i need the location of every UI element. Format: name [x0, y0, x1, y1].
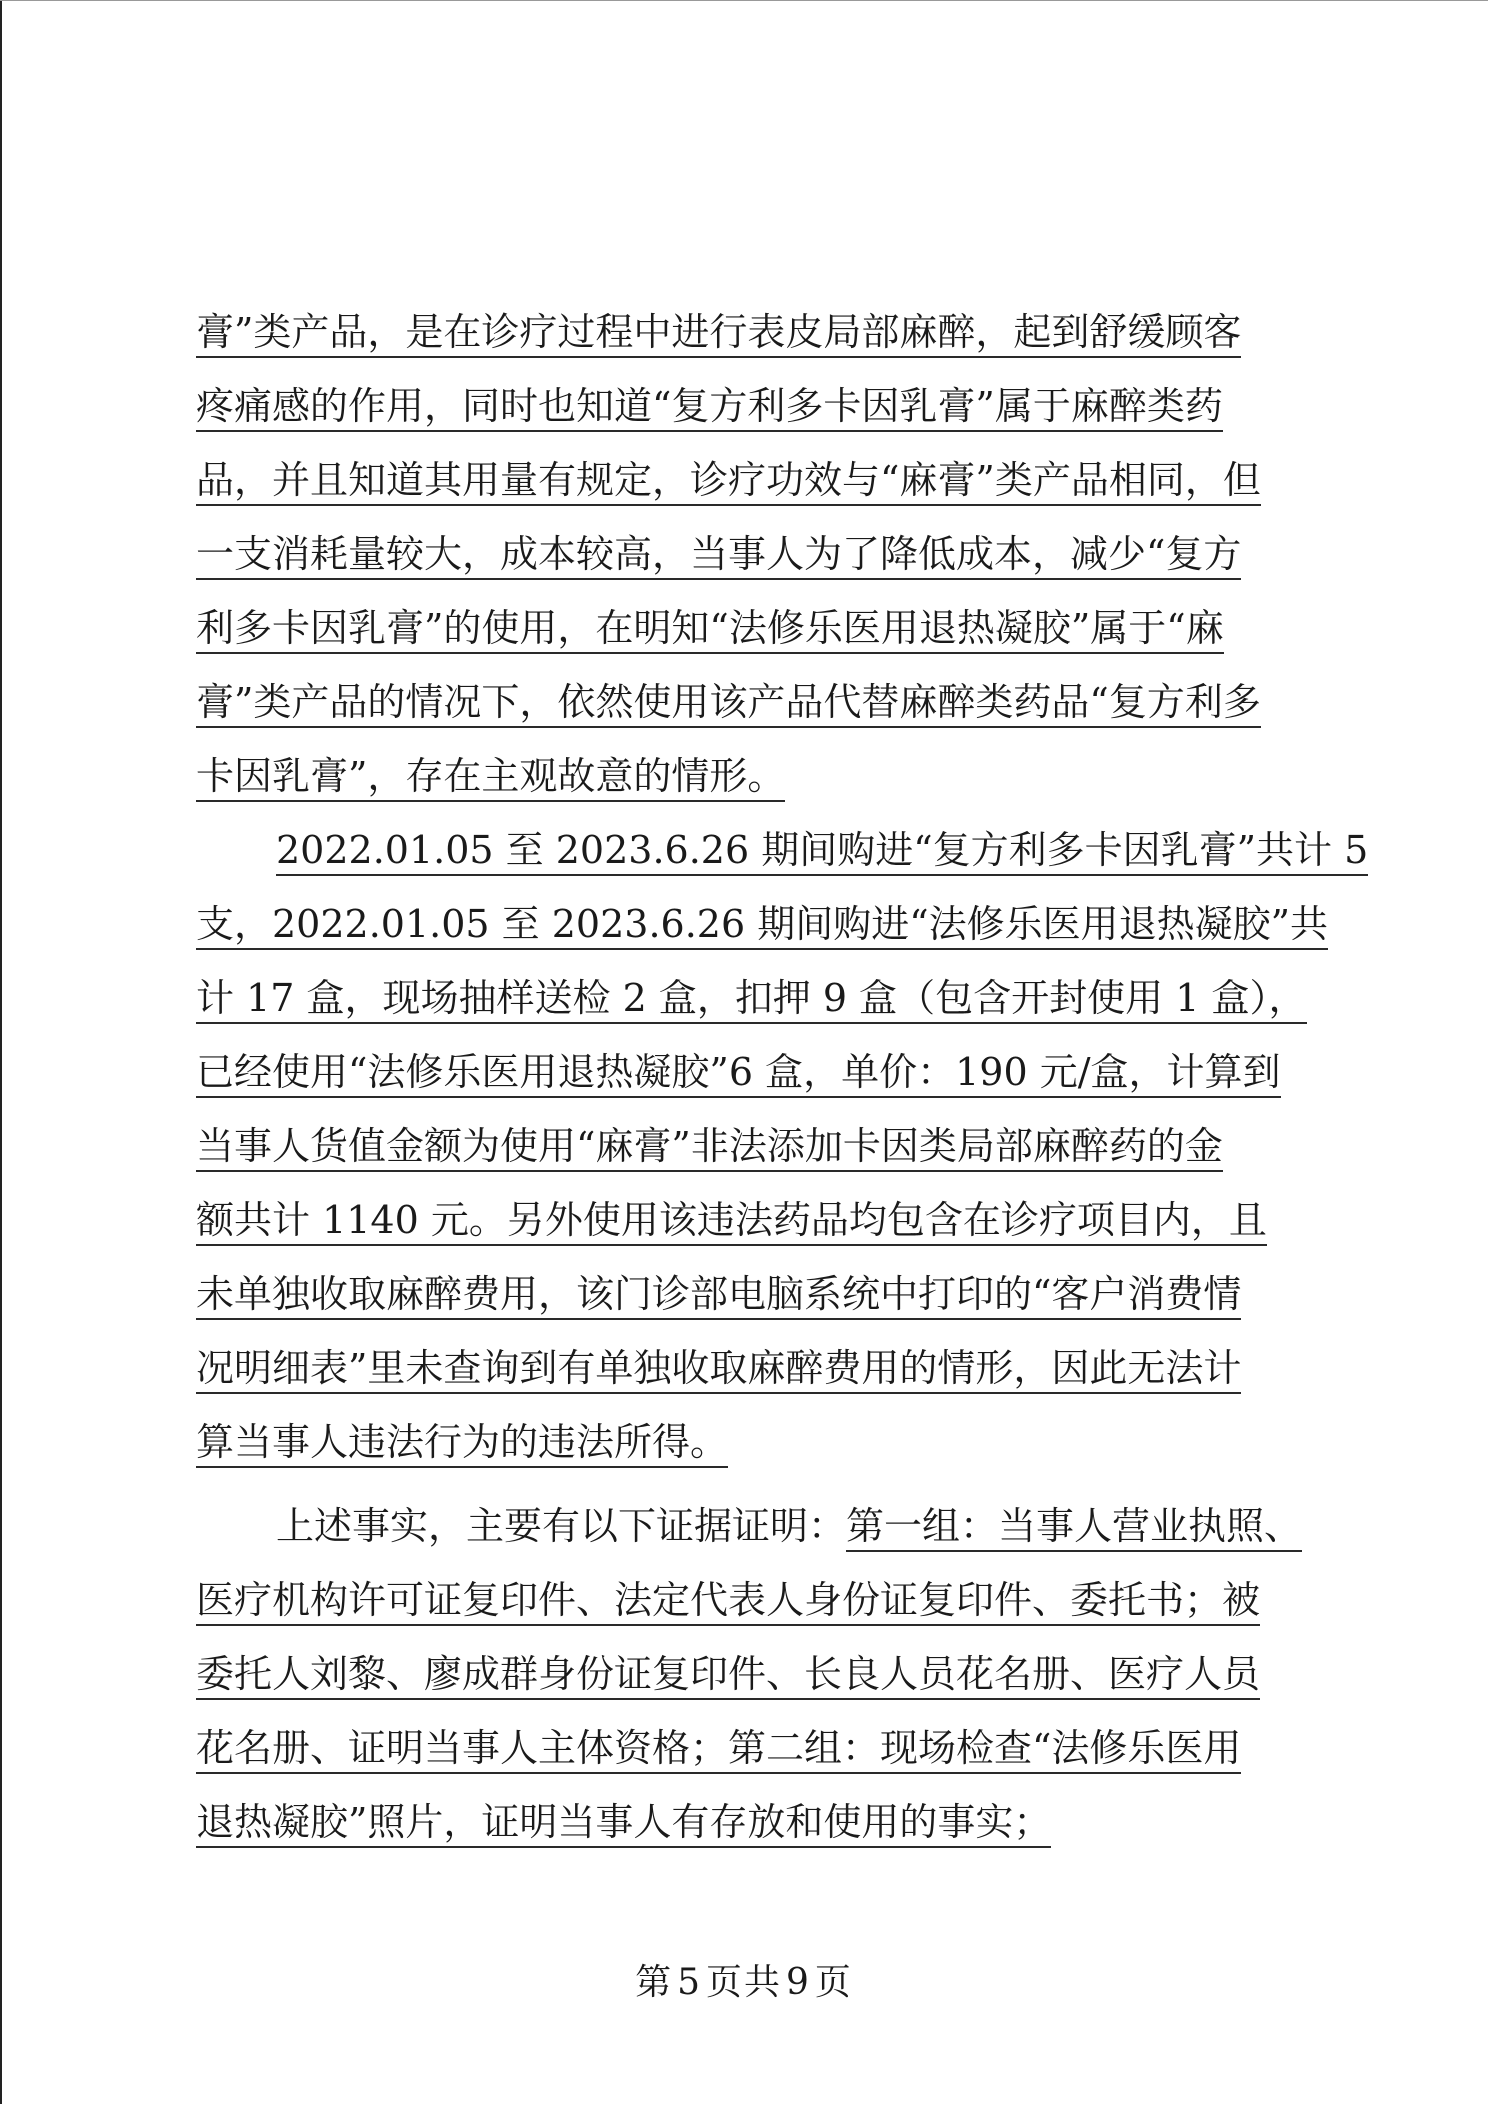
text-line: 利多卡因乳膏”的使用，在明知“法修乐医用退热凝胶”属于“麻 — [196, 606, 1224, 654]
text-line: 一支消耗量较大，成本较高，当事人为了降低成本，减少“复方 — [196, 532, 1241, 580]
page-number-suffix: 页 — [814, 1962, 853, 2003]
evidence-lead: 上述事实，主要有以下证据证明： — [276, 1504, 847, 1548]
text-line: 2022.01.05 至 2023.6.26 期间购进“复方利多卡因乳膏”共计 5 — [276, 828, 1368, 876]
text-line: 额共计 1140 元。另外使用该违法药品均包含在诊疗项目内，且 — [196, 1198, 1267, 1246]
page-edge — [0, 0, 2, 2104]
page-number-current: 5 — [677, 1962, 702, 2003]
text-line: 卡因乳膏”，存在主观故意的情形。 — [196, 754, 785, 802]
text-line: 况明细表”里未查询到有单独收取麻醉费用的情形，因此无法计 — [196, 1346, 1241, 1394]
text-line: 第一组：当事人营业执照、 — [846, 1504, 1302, 1552]
text-line: 膏”类产品，是在诊疗过程中进行表皮局部麻醉，起到舒缓顾客 — [196, 310, 1241, 358]
text-line: 计 17 盒，现场抽样送检 2 盒，扣押 9 盒（包含开封使用 1 盒）， — [196, 976, 1307, 1024]
page-number — [0, 1958, 1488, 2008]
page-number-mid: 页共 — [705, 1962, 782, 2003]
text-line: 花名册、证明当事人主体资格；第二组：现场检查“法修乐医用 — [196, 1726, 1241, 1774]
text-line: 退热凝胶”照片，证明当事人有存放和使用的事实； — [196, 1800, 1051, 1848]
text-line: 医疗机构许可证复印件、法定代表人身份证复印件、委托书；被 — [196, 1578, 1260, 1626]
text-line: 算当事人违法行为的违法所得。 — [196, 1420, 728, 1468]
page-number-total: 9 — [786, 1962, 811, 2003]
text-line: 委托人刘黎、廖成群身份证复印件、长良人员花名册、医疗人员 — [196, 1652, 1260, 1700]
text-line: 品，并且知道其用量有规定，诊疗功效与“麻膏”类产品相同，但 — [196, 458, 1261, 506]
text-line: 膏”类产品的情况下，依然使用该产品代替麻醉类药品“复方利多 — [196, 680, 1261, 728]
page-number-prefix: 第 — [635, 1962, 674, 2003]
page-edge-top — [0, 0, 1488, 1]
text-line: 未单独收取麻醉费用，该门诊部电脑系统中打印的“客户消费情 — [196, 1272, 1241, 1320]
text-line: 疼痛感的作用，同时也知道“复方利多卡因乳膏”属于麻醉类药 — [196, 384, 1223, 432]
text-line: 支，2022.01.05 至 2023.6.26 期间购进“法修乐医用退热凝胶”共 — [196, 902, 1328, 950]
text-line: 已经使用“法修乐医用退热凝胶”6 盒，单价：190 元/盒，计算到 — [196, 1050, 1281, 1098]
text-line: 当事人货值金额为使用“麻膏”非法添加卡因类局部麻醉药的金 — [196, 1124, 1223, 1172]
